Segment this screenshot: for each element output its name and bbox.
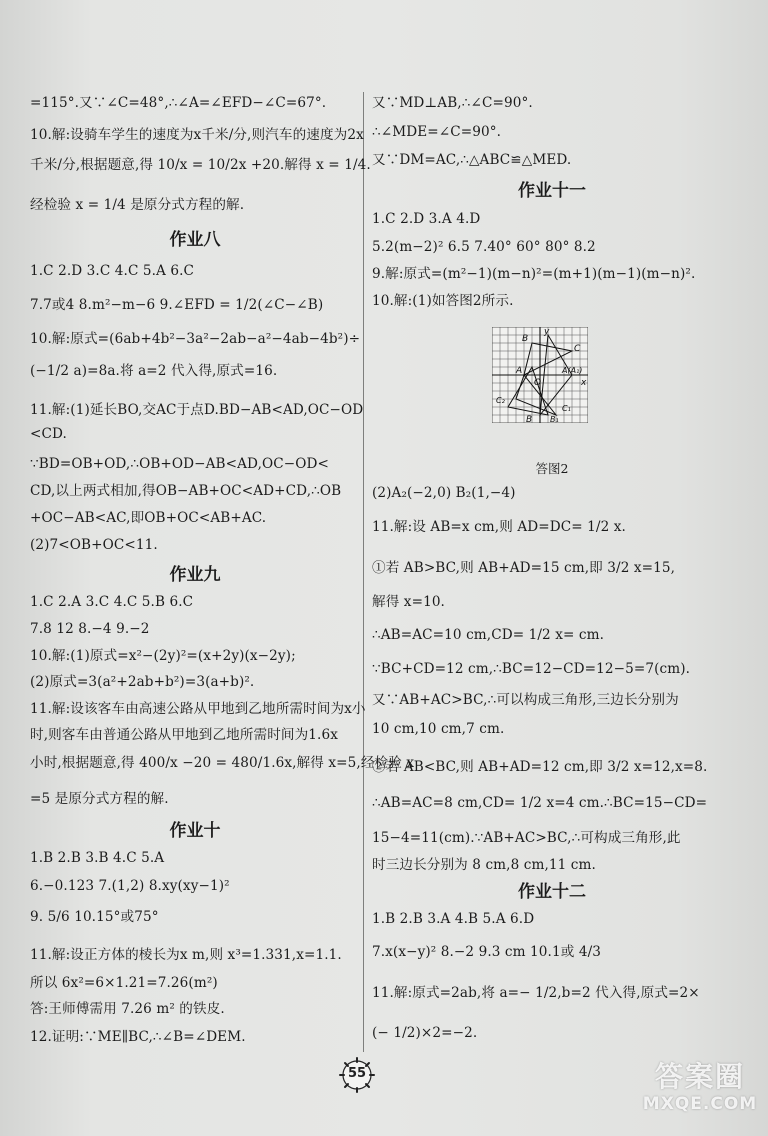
text-line: (2)原式=3(a²+2ab+b²)=3(a+b)². [30,674,255,690]
text-line: 9. 5/6 10.15°或75° [30,909,159,925]
text-line: 时,则客车由普通公路从甲地到乙地所需时间为1.6x [30,727,338,743]
section-heading: 作业八 [169,230,221,250]
text-line: ∴AB=AC=10 cm,CD= 1/2 x= cm. [372,627,605,643]
figure-label: B [522,334,529,344]
text-line: 千米/分,根据题意,得 10/x = 10/2x +20.解得 x = 1/4. [30,157,371,173]
text-line: 12.证明:∵ME∥BC,∴∠B=∠DEM. [30,1029,246,1045]
figure-label: B [526,415,533,423]
text-line: 7.8 12 8.−4 9.−2 [30,621,150,637]
figure-label: C₁ [562,404,571,413]
text-line: 10.解:(1)原式=x²−(2y)²=(x+2y)(x−2y); [30,648,296,664]
text-line: CD,以上两式相加,得OB−AB+OC<AD+CD,∴OB [30,483,342,499]
text-line: 小时,根据题意,得 400/x −20 = 480/1.6x,解得 x=5,经检验 x [30,755,415,771]
text-line: <CD. [30,426,67,442]
text-line: 11.解:设该客车由高速公路从甲地到乙地所需时间为x小 [30,701,366,717]
text-line: (2)A₂(−2,0) B₂(1,−4) [372,485,516,501]
text-line: 时三边长分别为 8 cm,8 cm,11 cm. [372,857,596,873]
text-line: 经检验 x = 1/4 是原分式方程的解. [30,197,245,213]
text-line: ∵BD=OB+OD,∴OB+OD−AB<AD,OC−OD< [30,456,329,472]
figure-label: x [581,378,587,388]
figure-label: C₂ [496,396,505,405]
text-line: 15−4=11(cm).∵AB+AC>BC,∴可构成三角形,此 [372,830,681,846]
text-line: 又∵MD⊥AB,∴∠C=90°. [372,95,533,111]
text-line: 7.7或4 8.m²−m−6 9.∠EFD = 1/2(∠C−∠B) [30,297,324,313]
site-watermark [640,1060,760,1114]
text-line: 又∵DM=AC,∴△ABC≌△MED. [372,152,572,168]
text-line: (−1/2 a)=8a.将 a=2 代入得,原式=16. [30,363,278,379]
figure-caption: 答图2 [535,461,569,476]
section-heading: 作业十一 [518,181,586,201]
coordinate-grid-figure [492,327,588,423]
page-number-badge [339,1057,375,1093]
text-line: (2)7<OB+OC<11. [30,537,158,553]
text-line: ∴∠MDE=∠C=90°. [372,124,502,140]
figure-label: B₁ [550,415,559,423]
figure-label: C [574,344,581,354]
text-line: ①若 AB>BC,则 AB+AD=15 cm,即 3/2 x=15, [372,560,676,576]
column-divider [363,92,364,1052]
text-line: ∴AB=AC=8 cm,CD= 1/2 x=4 cm.∴BC=15−CD= [372,795,708,811]
text-line: 解得 x=10. [372,594,445,610]
text-line: 1.C 2.D 3.A 4.D [372,211,481,227]
text-line: 1.C 2.A 3.C 4.C 5.B 6.C [30,594,194,610]
watermark-cn: 答案圈 [654,1060,745,1093]
text-line: 6.−0.123 7.(1,2) 8.xy(xy−1)² [30,878,230,894]
text-line: 10.解:(1)如答图2所示. [372,293,514,309]
text-line: 1.B 2.B 3.B 4.C 5.A [30,850,165,866]
section-heading: 作业九 [169,565,221,585]
text-line: 11.解:(1)延长BO,交AC于点D.BD−AB<AD,OC−OD [30,402,364,418]
text-line: 所以 6x²=6×1.21=7.26(m²) [30,975,218,991]
text-line: 10 cm,10 cm,7 cm. [372,721,505,737]
text-line: 5.2(m−2)² 6.5 7.40° 60° 80° 8.2 [372,239,596,255]
section-heading: 作业十 [169,821,221,841]
watermark-en: MXQE.COM [642,1094,758,1114]
text-line: 1.C 2.D 3.C 4.C 5.A 6.C [30,263,195,279]
text-line: 10.解:原式=(6ab+4b²−3a²−2ab−a²−4ab−4b²)÷ [30,331,361,347]
section-heading: 作业十二 [518,882,586,902]
text-line: 11.解:设 AB=x cm,则 AD=DC= 1/2 x. [372,519,626,535]
text-line: (− 1/2)×2=−2. [372,1025,478,1041]
figure-label: A [516,366,523,376]
figure-label: y [544,327,550,337]
text-line: =115°.又∵∠C=48°,∴∠A=∠EFD−∠C=67°. [30,95,327,111]
text-line: ②若 AB<BC,则 AB+AD=12 cm,即 3/2 x=12,x=8. [372,759,708,775]
figure-label: O [534,378,542,388]
text-line: 答:王师傅需用 7.26 m² 的铁皮. [30,1001,225,1017]
text-line: =5 是原分式方程的解. [30,791,169,807]
text-line: 7.x(x−y)² 8.−2 9.3 cm 10.1或 4/3 [372,944,602,960]
text-line: 9.解:原式=(m²−1)(m−n)²=(m+1)(m−1)(m−n)². [372,266,696,282]
page-number: 55 [347,1066,367,1081]
text-line: 11.解:设正方体的棱长为x m,则 x³=1.331,x=1.1. [30,947,342,963]
figure-label: A(A₁) [562,366,583,375]
text-line: 又∵AB+AC>BC,∴可以构成三角形,三边长分别为 [372,692,679,708]
text-line: 11.解:原式=2ab,将 a=− 1/2,b=2 代入得,原式=2× [372,985,700,1001]
text-line: 10.解:设骑车学生的速度为x千米/分,则汽车的速度为2x [30,127,364,143]
text-line: 1.B 2.B 3.A 4.B 5.A 6.D [372,911,535,927]
text-line: +OC−AB<AC,即OB+OC<AB+AC. [30,510,267,526]
text-line: ∵BC+CD=12 cm,∴BC=12−CD=12−5=7(cm). [372,661,691,677]
